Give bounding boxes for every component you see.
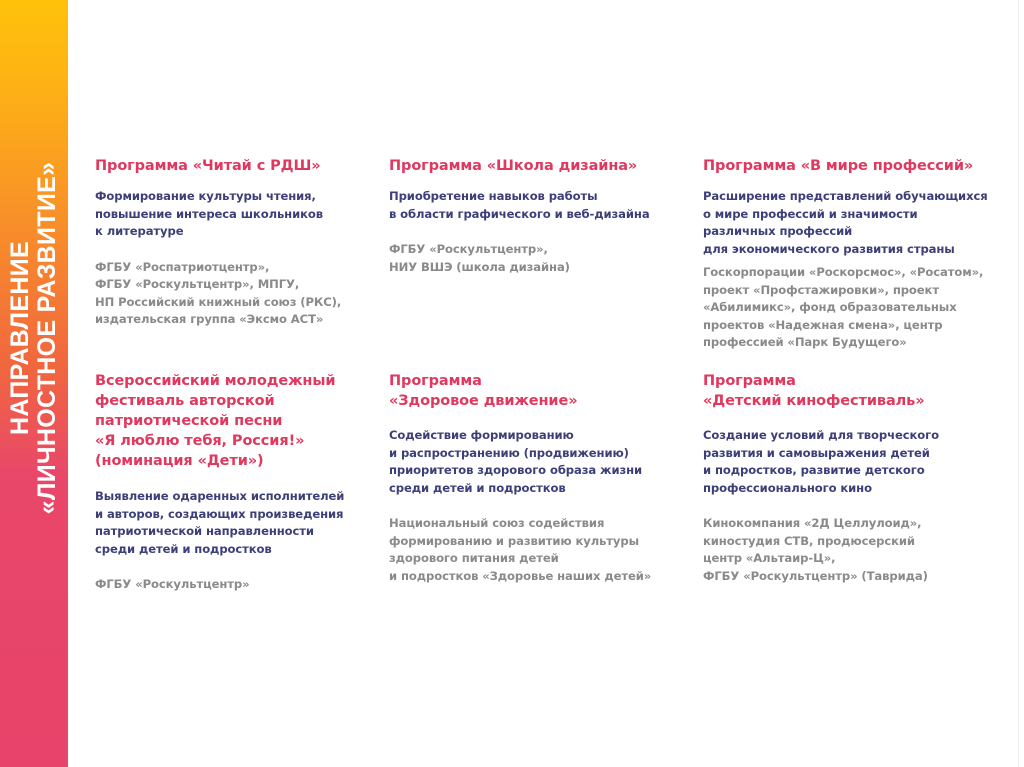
program-description [95,488,344,558]
program-organizations [389,515,651,585]
description-line: среди детей и подростков [95,541,272,556]
program-title [389,156,650,176]
description-line: Выявление одаренных исполнителей [95,489,345,503]
program-title-line: Программа «Читай с РДШ» [95,158,321,174]
organization-line: проект «Профстажировки», проект [703,282,939,297]
description-line: патриотической направленности [95,524,314,538]
program-card-world-of-professions [703,156,988,352]
description-line: и авторов, создающих произведения [95,506,344,521]
program-title-line: «Я люблю тебя, Россия!» [95,433,305,449]
program-organizations [389,241,650,276]
description-line: профессионального кино [703,480,872,495]
program-title-line: патриотической песни [95,413,283,429]
program-card-read-with-rdsh [95,156,341,329]
description-line: к литературе [95,224,184,238]
organization-line: Госкорпорации «Роскорсмос», «Росатом», [703,265,984,279]
program-title-line: Всероссийский молодежный [95,373,336,389]
program-description [389,188,650,223]
program-organizations [703,515,939,585]
description-line: среди детей и подростков [389,480,566,495]
description-line: Приобретение навыков работы [389,189,598,203]
program-description [95,188,341,241]
organization-line: и подростков «Здоровье наших детей» [389,568,652,583]
program-card-kids-film-festival [703,371,939,585]
description-line: приоритетов здорового образа жизни [389,463,643,477]
description-line: о мире профессий и значимости [703,206,918,221]
organization-line: Национальный союз содействия [389,516,605,530]
organization-line: «Абилимикс», фонд образовательных [703,300,957,314]
program-card-design-school [389,156,650,276]
organization-line: центр «Альтаир-Ц», [703,551,836,565]
direction-title [7,162,61,515]
program-title-line: «Здоровое движение» [389,393,578,409]
program-title [703,371,939,411]
program-organizations [703,264,988,352]
program-description [703,427,939,497]
program-title-line: Программа «В мире профессий» [703,158,974,174]
description-line: Содействие формированию [389,428,574,442]
program-description [389,427,651,497]
description-line: в области графического и веб-дизайна [389,206,650,221]
organization-line: Кинокомпания «2Д Целлулоид», [703,516,922,530]
program-title-line: Программа [389,373,482,389]
description-line: развития и самовыражения детей [703,445,930,460]
program-title-line: «Детский кинофестиваль» [703,393,925,409]
organization-line: ФГБУ «Роскультцентр», [389,242,548,256]
organization-line: ФГБУ «Роскультцентр» (Таврида) [703,568,928,583]
program-title [703,156,988,176]
program-title [95,156,341,176]
program-title-line: Программа «Школа дизайна» [389,158,638,174]
sidebar-banner [0,0,68,767]
organization-line: НП Российский книжный союз (РКС), [95,294,342,309]
description-line: различных профессий [703,224,853,238]
program-card-healthy-movement [389,371,651,585]
program-title [389,371,651,411]
description-line: Формирование культуры чтения, [95,189,316,203]
organization-line: проектов «Надежная смена», центр [703,317,943,332]
organization-line: НИУ ВШЭ (школа дизайна) [389,259,570,274]
description-line: Расширение представлений обучающихся [703,189,988,203]
program-description [703,188,988,258]
organization-line: киностудия СТВ, продюсерский [703,533,915,548]
description-line: и подростков, развитие детского [703,463,925,477]
program-title-line: (номинация «Дети») [95,453,264,469]
program-card-song-festival [95,371,344,594]
description-line: и распространению (продвижению) [389,445,629,460]
organization-line: издательская группа «Эксмо АСТ» [95,312,324,326]
description-line: повышение интереса школьников [95,206,323,221]
program-organizations [95,259,341,329]
direction-title-line1: НАПРАВЛЕНИЕ [6,241,34,435]
description-line: для экономического развития страны [703,241,955,256]
program-title-line: фестиваль авторской [95,393,275,409]
organization-line: ФГБУ «Роскультцентр», МПГУ, [95,277,300,291]
description-line: Создание условий для творческого [703,428,939,442]
program-title-line: Программа [703,373,796,389]
organization-line: ФГБУ «Роспатриотцентр», [95,259,270,274]
organization-line: здорового питания детей [389,551,559,565]
program-organizations [95,576,344,594]
organization-line: формированию и развитию культуры [389,533,639,548]
program-title [95,371,344,471]
organization-line: профессией «Парк Будущего» [703,335,907,349]
direction-title-line2: «ЛИЧНОСТНОЕ РАЗВИТИЕ» [33,161,61,515]
page-edge-divider [1018,0,1019,767]
organization-line: ФГБУ «Роскультцентр» [95,577,250,591]
